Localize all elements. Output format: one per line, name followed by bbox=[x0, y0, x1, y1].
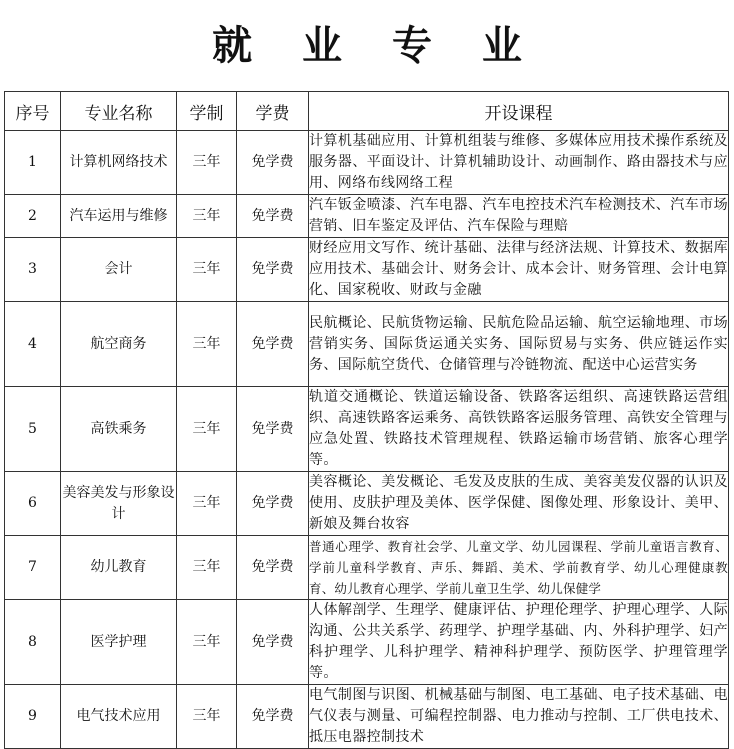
row-courses: 计算机基础应用、计算机组装与维修、多媒体应用技术操作系统及服务器、平面设计、计算机辅助设计、动画制作、路由器技术与应用、网络布线网络工程 bbox=[309, 131, 729, 195]
row-number: 2 bbox=[5, 195, 61, 238]
table-row bbox=[5, 302, 729, 387]
header-courses: 开设课程 bbox=[309, 92, 729, 131]
row-duration: 三年 bbox=[177, 238, 237, 302]
row-courses: 轨道交通概论、铁道运输设备、铁路客运组织、高速铁路运营组织、高速铁路客运乘务、高铁铁路客运服务管理、高铁安全管理与应急处置、铁路技术管理规程、铁路运输市场营销、旅客心理学等。 bbox=[309, 387, 729, 472]
table-row bbox=[5, 195, 729, 238]
row-duration: 三年 bbox=[177, 195, 237, 238]
row-fee: 免学费 bbox=[237, 600, 309, 685]
header-number: 序号 bbox=[5, 92, 61, 131]
row-duration: 三年 bbox=[177, 472, 237, 536]
row-fee: 免学费 bbox=[237, 536, 309, 600]
row-major: 航空商务 bbox=[61, 302, 177, 387]
table-header-row bbox=[5, 92, 729, 131]
row-courses: 普通心理学、教育社会学、儿童文学、幼儿园课程、学前儿童语言教育、学前儿童科学教育、声乐、舞蹈、美术、学前教育学、幼儿心理健康教育、幼儿教育心理学、学前儿童卫生学、幼儿保健学 bbox=[309, 536, 729, 600]
row-major: 汽车运用与维修 bbox=[61, 195, 177, 238]
row-major: 电气技术应用 bbox=[61, 685, 177, 749]
table-row bbox=[5, 472, 729, 536]
row-number: 8 bbox=[5, 600, 61, 685]
row-fee: 免学费 bbox=[237, 302, 309, 387]
table-row bbox=[5, 685, 729, 749]
row-courses: 民航概论、民航货物运输、民航危险品运输、航空运输地理、市场营销实务、国际货运通关实务、国际贸易与实务、供应链运作实务、国际航空货代、仓储管理与冷链物流、配送中心运营实务 bbox=[309, 302, 729, 387]
row-courses: 电气制图与识图、机械基础与制图、电工基础、电子技术基础、电气仪表与测量、可编程控制器、电力推动与控制、工厂供电技术、抵压电器控制技术 bbox=[309, 685, 729, 749]
row-duration: 三年 bbox=[177, 131, 237, 195]
row-fee: 免学费 bbox=[237, 387, 309, 472]
row-number: 9 bbox=[5, 685, 61, 749]
header-fee: 学费 bbox=[237, 92, 309, 131]
row-number: 5 bbox=[5, 387, 61, 472]
table-row bbox=[5, 600, 729, 685]
row-number: 3 bbox=[5, 238, 61, 302]
row-fee: 免学费 bbox=[237, 472, 309, 536]
row-major: 幼儿教育 bbox=[61, 536, 177, 600]
row-duration: 三年 bbox=[177, 302, 237, 387]
row-duration: 三年 bbox=[177, 600, 237, 685]
header-duration: 学制 bbox=[177, 92, 237, 131]
row-courses: 美容概论、美发概论、毛发及皮肤的生成、美容美发仪器的认识及使用、皮肤护理及美体、医学保健、图像处理、形象设计、美甲、新娘及舞台妆容 bbox=[309, 472, 729, 536]
page-title: 就 业 专 业 bbox=[212, 23, 540, 69]
row-major: 高铁乘务 bbox=[61, 387, 177, 472]
row-major: 美容美发与形象设计 bbox=[61, 472, 177, 536]
row-duration: 三年 bbox=[177, 685, 237, 749]
table-row bbox=[5, 387, 729, 472]
row-number: 1 bbox=[5, 131, 61, 195]
row-number: 4 bbox=[5, 302, 61, 387]
table-row bbox=[5, 536, 729, 600]
row-duration: 三年 bbox=[177, 387, 237, 472]
row-major: 医学护理 bbox=[61, 600, 177, 685]
row-fee: 免学费 bbox=[237, 238, 309, 302]
row-courses: 人体解剖学、生理学、健康评估、护理伦理学、护理心理学、人际沟通、公共关系学、药理学、护理学基础、内、外科护理学、妇产科护理学、儿科护理学、精神科护理学、预防医学、护理管理学等。 bbox=[309, 600, 729, 685]
row-number: 7 bbox=[5, 536, 61, 600]
row-number: 6 bbox=[5, 472, 61, 536]
table-row bbox=[5, 131, 729, 195]
row-duration: 三年 bbox=[177, 536, 237, 600]
row-fee: 免学费 bbox=[237, 685, 309, 749]
row-courses: 财经应用文写作、统计基础、法律与经济法规、计算技术、数据库应用技术、基础会计、财务会计、成本会计、财务管理、会计电算化、国家税收、财政与金融 bbox=[309, 238, 729, 302]
header-major: 专业名称 bbox=[61, 92, 177, 131]
majors-table bbox=[4, 91, 729, 749]
row-major: 计算机网络技术 bbox=[61, 131, 177, 195]
row-courses: 汽车钣金喷漆、汽车电器、汽车电控技术汽车检测技术、汽车市场营销、旧车鉴定及评估、汽车保险与理赔 bbox=[309, 195, 729, 238]
row-major: 会计 bbox=[61, 238, 177, 302]
row-fee: 免学费 bbox=[237, 131, 309, 195]
row-fee: 免学费 bbox=[237, 195, 309, 238]
table-row bbox=[5, 238, 729, 302]
